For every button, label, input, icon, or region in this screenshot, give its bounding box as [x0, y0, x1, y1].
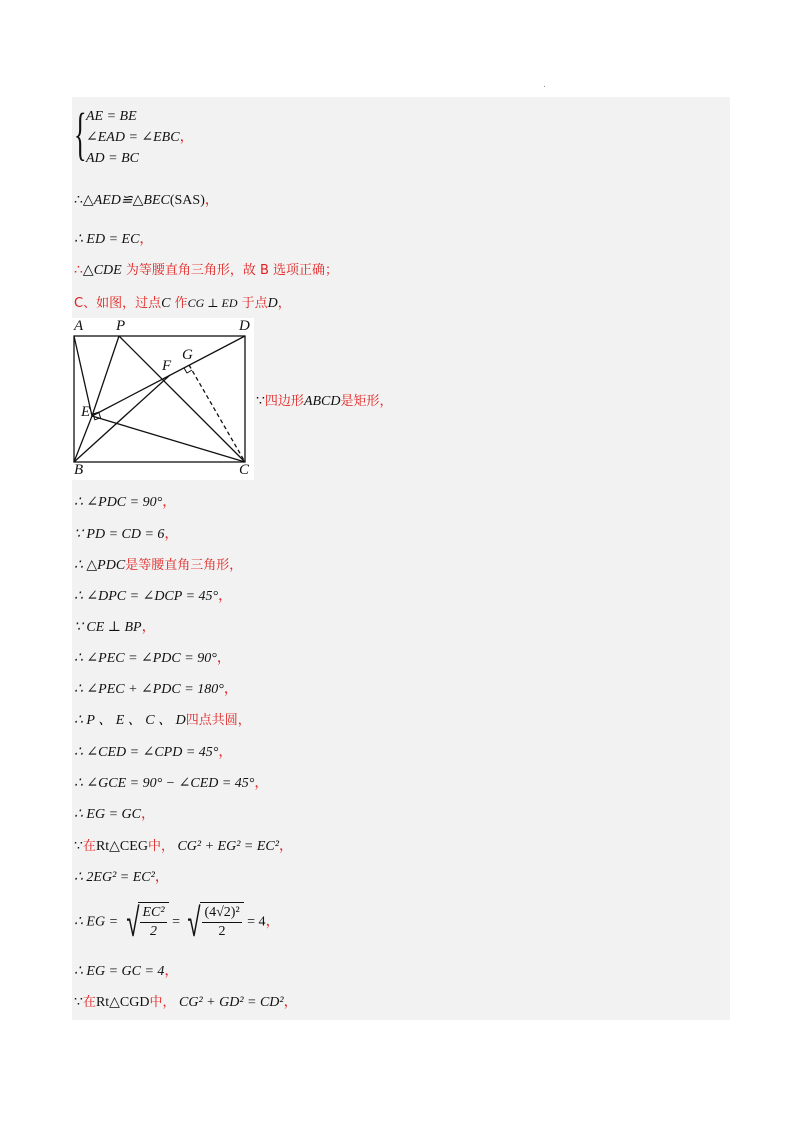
step-2eg-squared: ∴ 2EG² = EC²， — [74, 870, 169, 885]
label-p: P — [116, 318, 126, 334]
system-row-2: ∠EAD = ∠EBC， — [86, 130, 194, 145]
right-angle-g — [184, 368, 192, 373]
label-a: A — [74, 318, 84, 334]
step-ce-bp: ∵ CE ⊥ BP， — [74, 620, 156, 635]
segment-eb — [74, 416, 92, 462]
step-eg-value: ∴ EG = √ $\frac{\text{EC²}}{2}$ = √ $\frac{\text{(4√2)²}}{2}$ = 4， — [74, 899, 280, 946]
step-angle-dpc: ∴ ∠DPC = ∠DCP = 45°， — [74, 589, 233, 604]
step-rectangle: ∵四边形ABCD是矩形， — [256, 394, 393, 409]
label-c: C — [239, 462, 250, 478]
step-angle-ced: ∴ ∠CED = ∠CPD = 45°， — [74, 745, 233, 760]
label-e: E — [81, 404, 91, 420]
right-angle-e — [93, 412, 101, 420]
sqrt-sign-2: √ — [187, 899, 202, 946]
step-isosceles-pdc: ∴ △PDC是等腰直角三角形， — [74, 558, 243, 573]
step-option-c: C、如图，过点C 作CG ⊥ ED 于点D， — [74, 296, 291, 311]
step-eg-gc-4: ∴ EG = GC = 4， — [74, 964, 179, 979]
step-pythagoras-cgd: ∵在Rt△CGD中， CG² + GD² = CD²， — [74, 995, 298, 1010]
sqrt-sign-1: √ — [125, 899, 140, 946]
step-angle-pdc: ∴ ∠PDC = 90°， — [74, 495, 177, 510]
step-congruent: ∴△AED≌△BEC(SAS)， — [74, 193, 219, 208]
step-ed-ec: ∴ ED = EC， — [74, 232, 154, 247]
page-mark: . — [543, 80, 546, 90]
system-row-1: AE = BE — [86, 109, 137, 124]
step-pd-cd: ∵ PD = CD = 6， — [74, 527, 179, 542]
step-angle-pec: ∴ ∠PEC = ∠PDC = 90°， — [74, 651, 231, 666]
label-f: F — [162, 358, 172, 374]
system-row-3: AD = BC — [86, 151, 139, 166]
step-angle-gce: ∴ ∠GCE = 90° − ∠CED = 45°， — [74, 776, 269, 791]
step-isosceles-cde: ∴△CDE 为等腰直角三角形，故 B 选项正确； — [74, 263, 339, 278]
rectangle-abcd — [74, 336, 245, 462]
label-g: G — [182, 347, 193, 363]
step-angle-sum: ∴ ∠PEC + ∠PDC = 180°， — [74, 682, 238, 697]
geometry-figure — [72, 318, 254, 480]
step-pythagoras-ceg: ∵在Rt△CEG中， CG² + EG² = EC²， — [74, 839, 293, 854]
step-concyclic: ∴ P 、 E 、 C 、 D四点共圆， — [74, 713, 251, 728]
system-brace: { — [74, 101, 87, 166]
step-eg-gc: ∴ EG = GC， — [74, 807, 155, 822]
rectangle-diagram — [72, 318, 254, 480]
label-b: B — [74, 462, 84, 478]
label-d: D — [239, 318, 250, 334]
